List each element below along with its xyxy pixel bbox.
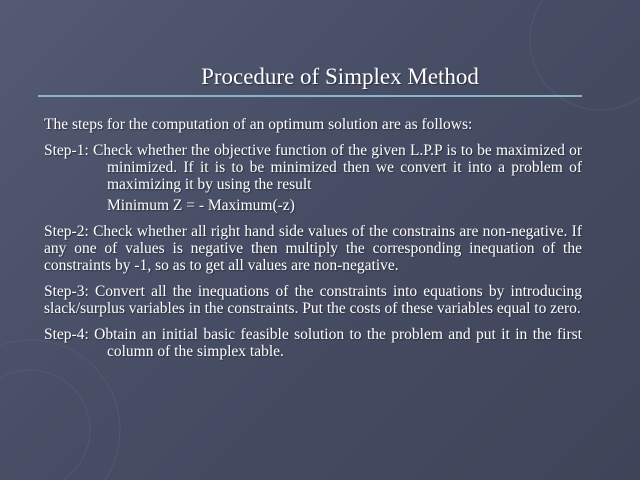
step-3-text: Convert all the inequations of the constraints into equations by introducing slack/surplus variables in the constraints. Put the costs of these variables equal to zero.	[44, 283, 583, 317]
step-4-text: Obtain an initial basic feasible solution to the problem and put it in the first column of the simplex table.	[94, 326, 582, 360]
slide-body	[44, 116, 582, 369]
step-4	[44, 326, 582, 360]
step-4-label: Step-4:	[44, 326, 89, 343]
step-1-label: Step-1:	[44, 142, 89, 159]
intro-text: The steps for the computation of an optimum solution are as follows:	[44, 116, 473, 133]
step-1-formula: Minimum Z = - Maximum(-z)	[107, 197, 295, 214]
slide-title: Procedure of Simplex Method	[201, 64, 479, 89]
step-3-label: Step-3:	[44, 283, 89, 300]
step-2-text: Check whether all right hand side values of the constrains are non-negative. If any one of values is negative then multiply the corresponding inequation of the constraints by -1, so as to get all values are non-negative.	[44, 223, 583, 274]
step-3	[44, 283, 582, 317]
title-divider	[38, 95, 582, 97]
deco-circle	[0, 370, 90, 480]
step-2	[44, 223, 582, 274]
step-1-text: Check whether the objective function of the given L.P.P is to be maximized or minimized. If it is to be minimized then we convert it into a problem of maximizing it by using the result	[93, 142, 582, 193]
step-1	[44, 142, 582, 214]
step-2-label: Step-2:	[44, 223, 89, 240]
deco-circle	[530, 0, 640, 110]
